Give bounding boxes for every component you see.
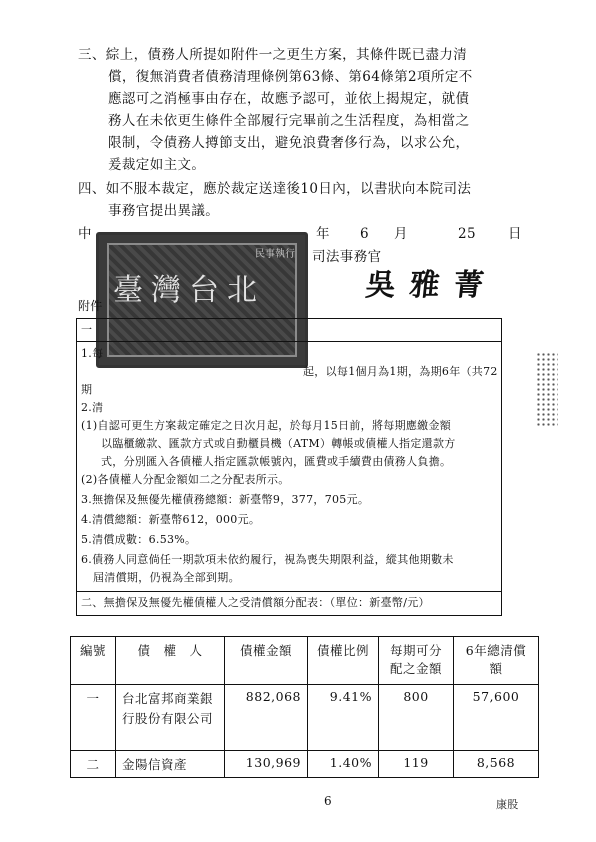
table-row [71, 751, 539, 778]
plan-item-4: 4.清償總額：新臺幣612，000元。 [81, 513, 261, 526]
plan-item-6: 6.債務人同意倘任一期款項未依約履行，視為喪失期限利益，縱其他期數未 [81, 553, 454, 566]
attachment-label: 附件 [78, 299, 103, 313]
header-ratio: 債權比例 [308, 637, 379, 685]
stamp-text: 臺灣台北 [113, 273, 265, 308]
cell-amount: 130,969 [225, 751, 308, 778]
header-amount: 債權金額 [225, 637, 308, 685]
stamp-caption: 民事執行 [255, 249, 295, 260]
attachment-plan-box [76, 318, 502, 616]
distribution-table [70, 636, 539, 778]
date-year-label: 年 [316, 226, 330, 242]
date-month-suffix: 月 [394, 226, 408, 242]
signature: 吳雅菁 [363, 268, 500, 303]
page-number: 6 [324, 794, 332, 808]
plan-line-1: 1.每 [81, 347, 104, 360]
cell-per-period: 800 [379, 685, 454, 751]
cell-ratio: 9.41% [308, 685, 379, 751]
date-prefix: 中 [78, 226, 92, 242]
paragraph-4 [78, 178, 471, 222]
paragraph-line: 三、綜上，債務人所提如附件一之更生方案，其條件既已盡力清 [78, 47, 468, 63]
divider [77, 591, 501, 592]
cell-ratio: 1.40% [308, 751, 379, 778]
paragraph-3 [78, 44, 473, 176]
paragraph-line: 限制，令債務人撙節支出，避免浪費奢侈行為，以求公允， [108, 135, 470, 151]
cell-number: 二 [71, 751, 116, 778]
cell-creditor: 台北富邦商業銀行股份有限公司 [116, 685, 225, 751]
plan-section-2-title: 二、無擔保及無優先權債權人之受清償額分配表：（單位：新臺幣/元） [81, 596, 430, 609]
cell-amount: 882,068 [225, 685, 308, 751]
cell-total: 8,568 [454, 751, 539, 778]
plan-item-2-1: (1)自認可更生方案裁定確定之日次月起，於每月15日前，將每期應繳金額 [81, 419, 452, 432]
date-day-suffix: 日 [508, 226, 522, 242]
divider [77, 341, 501, 342]
paragraph-line: 應認可之消極事由存在，故應予認可，並依上揭規定，就債 [108, 91, 470, 107]
plan-item-2-2: (2)各債權人分配金額如二之分配表所示。 [81, 473, 290, 486]
clerk-code: 康股 [496, 798, 519, 811]
header-creditor: 債 權 人 [116, 637, 225, 685]
paragraph-line: 四、如不服本裁定，應於裁定送達後10日內，以書狀向本院司法 [78, 181, 472, 197]
header-total: 6年總清償額 [454, 637, 539, 685]
table-row [71, 685, 539, 751]
plan-section-1-title: 一 [81, 323, 93, 336]
binding-marks [536, 352, 558, 428]
plan-line-1-cont: 期 [81, 383, 93, 396]
paragraph-line: 事務官提出異議。 [108, 203, 220, 219]
table-header-row [71, 637, 539, 685]
plan-item-2-1c: 式，分別匯入各債權人指定匯款帳號內，匯費或手續費由債務人負擔。 [101, 455, 452, 468]
cell-per-period: 119 [379, 751, 454, 778]
officer-title: 司法事務官 [312, 249, 382, 265]
cell-total: 57,600 [454, 685, 539, 751]
plan-item-5: 5.清償成數：6.53%。 [81, 533, 197, 546]
paragraph-line: 償，復無消費者債務清理條例第63條、第64條第2項所定不 [108, 69, 473, 85]
plan-item-2-1b: 以臨櫃繳款、匯款方式或自動櫃員機（ATM）轉帳或債權人指定還款方 [101, 437, 456, 450]
plan-item-3: 3.無擔保及無優先權債務總額：新臺幣9，377，705元。 [81, 493, 370, 506]
date-month: 6 [360, 226, 369, 242]
header-number: 編號 [71, 637, 116, 685]
paragraph-line: 務人在未依更生條件全部履行完畢前之生活程度，為相當之 [108, 113, 470, 129]
header-per-period: 每期可分配之金額 [379, 637, 454, 685]
cell-number: 一 [71, 685, 116, 751]
cell-creditor: 金陽信資產 [116, 751, 225, 778]
plan-line-2: 2.清 [81, 401, 104, 414]
paragraph-line: 爰裁定如主文。 [108, 157, 206, 173]
plan-item-6b: 屆清償期，仍視為全部到期。 [93, 571, 240, 584]
date-day: 25 [458, 226, 476, 242]
plan-line-1-rest: 起，以每1個月為1期，為期6年（共72 [303, 365, 498, 378]
